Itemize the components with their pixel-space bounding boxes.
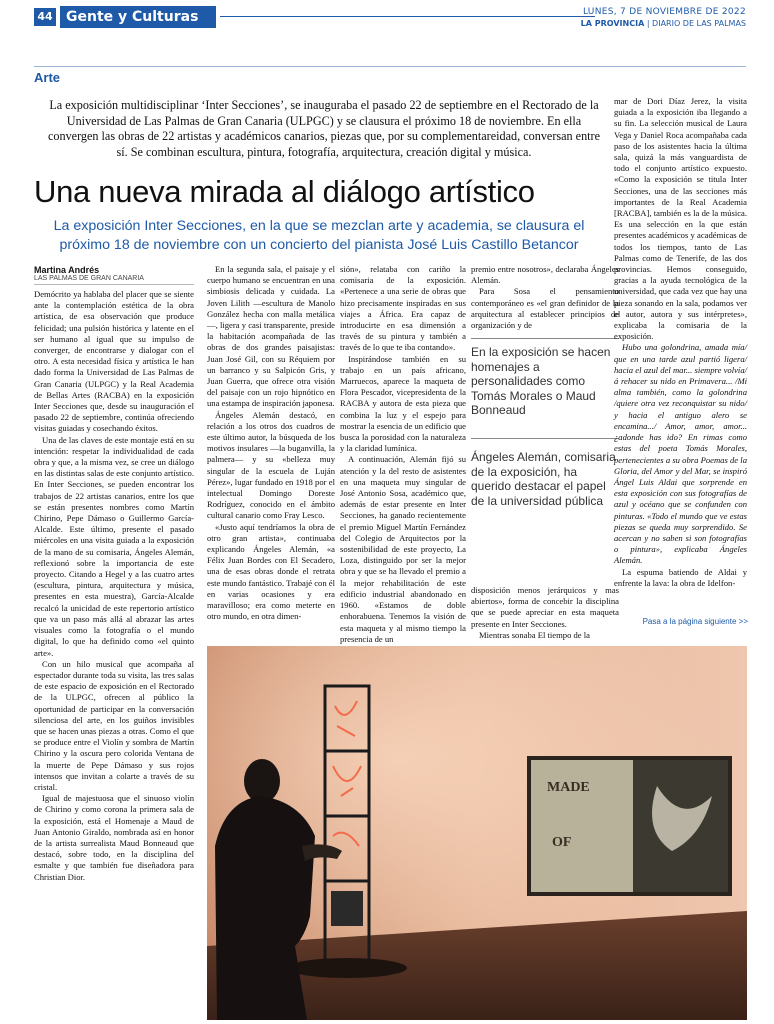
paragraph: Igual de majestuosa que el sinuoso violín de Chirino y como corona la primera sala de la exposición, está el Homenaje a Maud de Juan Antonio Giraldo, nombrada así en honor de la artista surrealista Maud Bonneaud que destacó, sobre todo, en la disciplina del esmalte y que también fue diseñadora para Christian Dior.	[34, 793, 194, 882]
category-label: Arte	[34, 70, 61, 85]
newspaper-name	[581, 19, 746, 28]
column-4-bottom	[471, 585, 619, 641]
exhibition-photo	[207, 646, 747, 1020]
pullquote-2: Ángeles Alemán, comisaria de la exposición, ha querido destacar el papel de la universidad pública	[471, 450, 616, 508]
paragraph: La espuma batiendo de Aldai y enfrente la lava: la obra de Idelfon-	[614, 566, 747, 588]
painting-word-made: MADE	[547, 780, 590, 795]
paper-title: LA PROVINCIA	[580, 19, 645, 28]
paragraph: Una de las claves de este montaje está en su intención: respetar la individualidad de cada obra y que, a la misma vez, se cree un diálogo en las distintas salas de este conjunto artístico. En Inter Secciones, se pueden encontrar los trabajos de 22 artistas canarios, entre los que se están presentes nombres como Martín Chirino, Pepe Dámaso o Guillermo García-Alcalde. Este último, presente el pasado miércoles en una visita guiada a la exposición de la mano de su comisaria, Ángeles Alemán, reflexionó sobre la importancia de este proyecto. Citando a Hegel y a las cuatro artes (escultura, pintura, arquitectura y música, presentes en esta muestra), García-Alcalde recalcó la unicidad de este repertorio artístico que va un paso más allá al abrazar las artes visuales como la fotografía o el mundo digital, lo que ha definido como «el quinto arte».	[34, 434, 194, 658]
column-3	[340, 264, 466, 645]
paragraph: Con un hilo musical que acompaña al espectador durante toda su visita, las tres salas de este espacio de exposición en el Rectorado de la ULPGC, ofrecen al público la oportunidad de participar en la conversación silenciosa del arte, en los guiños invisibles que se hacen unas piezas a otras. Como el que se produce entre el Violín y sombra de Martín Chirino y la oscura pero colorida Ventana de la muerte de Pepe Dámaso y sus rojos intensos que invitan a colarte a través de su cristal.	[34, 658, 194, 792]
author-location: LAS PALMAS DE GRAN CANARIA	[34, 275, 194, 285]
paragraph: premio entre nosotros», declaraba Ángeles Alemán.	[471, 264, 619, 286]
header-divider	[220, 16, 595, 17]
category-rule	[34, 66, 746, 67]
paragraph: mar de Dori Díaz Jerez, la visita guiada a la exposición iba llegando a su fin. La selección musical de Laura Vega y Daniel Roca acompañaba cada paso de los asistentes hacia la última sala, quizá la más vanguardista de todo el conjunto artístico expuesto. «Como la exposición se titula Inter Secciones, una de las secciones más importantes de la Real Academia [RACBA], también es la de la música. Es una selección en la que están presentes académicos y académicas de todos los tiempos, tanto de Las Palmas como de Tenerife, de las dos provincias. Hemos conseguido, gracias a la ayuda tecnológica de la universidad, que cada vez que hay una pieza sonando en la sala, podamos ver el autor, autora y sus intérpretes», explicaba la comisaria de la exposición.	[614, 96, 747, 342]
paragraph: Ángeles Alemán destacó, en relación a los otros dos cuadros de este último autor, la búsqueda de los motivos insulares —la buganvilla, la palmera— y su «belleza muy singular de la escuela de Luján Pérez», lugar fundado en 1918 por el intelectual Domingo Doreste Rodríguez, conocido en el ámbito cultural canario como Fray Lesco.	[207, 409, 335, 521]
article-intro: La exposición multidisciplinar ‘Inter Secciones’, se inauguraba el pasado 22 de septiembre en el Rectorado de la Universidad de Las Palmas de Gran Canaria (ULPGC) y se clausura el próximo 18 de noviembre. En ella convergen las obras de 22 artistas y académicos canarios, piezas que, por su complementareidad, conversan entre sí. Se combinan escultura, pintura, fotografía, arquitectura, creación digital y música.	[47, 98, 601, 159]
paragraph: A continuación, Alemán fijó su atención y la del resto de asistentes en una maqueta muy singular de José Antonio Sosa, académico que, además de estar presente en Inter Secciones, ha ganado recientemente el premio Miguel Martín Fernández del Colegio de Arquitectos por la sostenibilidad de este proyecto, La Loza, distinguido por ser la mejor obra y que se ha llevado el premio a la mejor rehabilitación de este edificio industrial abandonado en 1960. «Estamos de doble enhorabuena. Tenemos la visión de esta maqueta y al mismo tiempo la presencia de un	[340, 454, 466, 644]
issue-date: LUNES, 7 DE NOVIEMBRE DE 2022	[582, 7, 746, 17]
column-5	[614, 96, 747, 589]
paragraph: Hubo una golondrina, amada mía/ que en una tarde azul partió ligera/ hacia el azul del mar... siempre volvía/ á rehacer su nido en Primavera... /Mi alma también, como la golondrina /quiere otra vez reconquistar su nido/ y hacia el antiguo alero se encamina.../ Amor, amor, amor... ¿adonde has ido? En rimas como estas del poeta Tomás Morales, pertenecientes a su obra Poemas de la Gloria, del Amor y del Mar, se inspiró Ángel Luis Aldai que sorprende en esta exposición con sus fotografías de azul y océano que se confunden con pinturas. «Todo el mundo que ve estas piezas se queda muy sorprendido. Se acercan y no saben si son fotografías o pintura», explicaba Ángeles Alemán.	[614, 342, 747, 566]
paragraph: disposición menos jerárquicos y mas abiertos», forma de concebir la disciplina que se puede apreciar en esta maqueta presente en Inter Secciones.	[471, 585, 619, 629]
page-number: 44	[34, 8, 56, 26]
subheadline: La exposición Inter Secciones, en la que se mezclan arte y academia, se clausura el próximo 18 de noviembre con un concierto del pianista José Luis Castillo Betancor	[53, 218, 585, 253]
painting-made-of	[527, 756, 732, 896]
paragraph: Inspirándose también en su trabajo en un país africano, Marruecos, aparece la maqueta de Flora Pescador, vicepresidenta de la RACBA y autora de esta pieza que combina la luz y el espejo para mostrar la esencia de un edificio que busca la porosidad con la naturaleza y la claridad lumínica.	[340, 353, 466, 454]
paragraph: En la segunda sala, el paisaje y el cuerpo humano se encuentran en una simbiosis delicada y cuidada. La Joven Lilith —escultura de Manolo González hecha con malla metálica—, ligera y casi transparente, preside la habitación acompañada de las obras de dos grandes paisajistas: Juan José Gil, con su Réquiem por un barranco y su Salpicón Gris, y Juan Guerra, que ofrece otra visión del paisaje con un rojo hipnótico en una estampa de inspiración japonesa.	[207, 264, 335, 409]
paragraph: Demócrito ya hablaba del placer que se siente ante la contemplación estética de la obra artística, de esa observación que produce felicidad; una pulsión histórica y latente en el ser humano al igual que su impulso de converger, de encontrarse y dialogar con el otro. A esta necesidad física y artística le han dado forma la Universidad de Las Palmas de Gran Canaria (ULPGC) y la Real Academia de Bellas Artes (RACBA) en la exposición Inter Secciones que, desde su inauguración el pasado 22 de septiembre, continúa ofreciendo visitas guiadas y cosechando éxitos.	[34, 289, 194, 434]
section-label: Gente y Culturas	[60, 6, 216, 28]
painting-word-of: OF	[552, 835, 572, 850]
headline: Una nueva mirada al diálogo artístico	[34, 174, 535, 209]
column-1	[34, 265, 194, 883]
paragraph: «Justo aquí tendríamos la obra de otro gran artista», continuaba explicando Ángeles Alemán, «a Félix Juan Bordes con El Secadero, una de esas obras donde el retrata este mundo fantástico. Trabajé con él en varias ocasiones y era maravilloso; era como meterte en otro mundo, en otra dimen-	[207, 521, 335, 622]
column-2	[207, 264, 335, 623]
pullquote-rule	[471, 438, 619, 439]
paragraph: sión», relataba con cariño la comisaria de la exposición. «Pertenece a una serie de obras que hizo precisamente inspiradas en sus viajes a África. Era capaz de introducirte en esa dimensión a través de su pintura y también a través de lo que te iba contando».	[340, 264, 466, 353]
column-4-top	[471, 264, 619, 331]
pullquote-rule	[471, 338, 619, 339]
author-name: Martina Andrés	[34, 265, 100, 275]
paragraph: Para Sosa el pensamiento contemporáneo es «el gran definidor de la arquitectura al establecer principios de organización y de	[471, 286, 619, 331]
pullquote-1: En la exposición se hacen homenajes a personalidades como Tomás Morales o Maud Bonneaud	[471, 345, 611, 417]
continue-link[interactable]: Pasa a la página siguiente >>	[642, 617, 748, 626]
paragraph: Mientras sonaba El tiempo de la	[479, 629, 590, 640]
page-header	[0, 0, 774, 30]
paper-subtitle: | DIARIO DE LAS PALMAS	[646, 19, 746, 28]
